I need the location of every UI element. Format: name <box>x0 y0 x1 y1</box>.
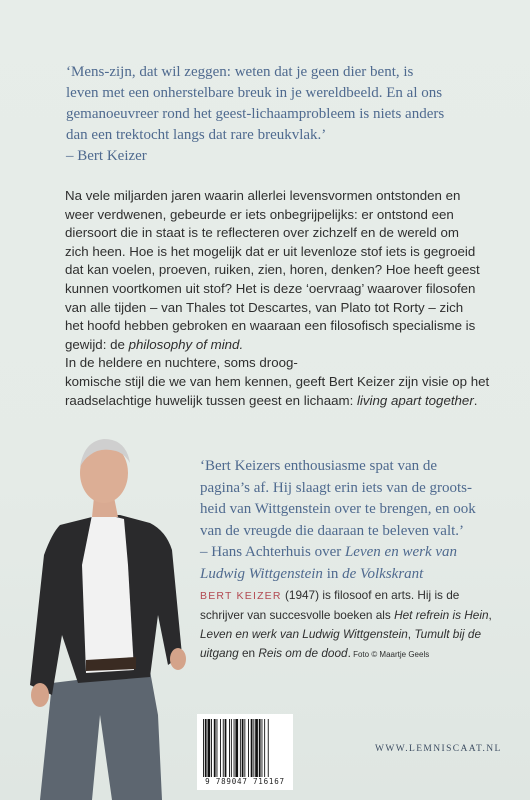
blurb-line: Na vele miljarden jaren waarin allerlei levensvormen ontstonden en <box>65 188 461 203</box>
quote-line: gemanoeuvreer rond het geest-lichaamprobleem is niets anders <box>66 106 445 122</box>
book-title: Reis om de dood <box>258 646 348 660</box>
bio-text: (1947) is filosoof en arts. Hij is de <box>281 588 460 602</box>
quote-line: heid van Wittgenstein over te brengen, en ook <box>200 501 476 517</box>
bio-text: , <box>407 627 415 641</box>
quote-attribution: – Bert Keizer <box>66 148 147 164</box>
bio-text: en <box>238 646 259 660</box>
blurb-text: gewijd: de <box>65 336 129 352</box>
bio-text: . <box>347 646 351 660</box>
attribution-text: in <box>322 565 343 582</box>
isbn-barcode <box>197 714 293 790</box>
quote-line: leven met een onherstelbare breuk in je wereldbeeld. En al ons <box>66 85 443 101</box>
book-title: Leven en werk van Ludwig Wittgenstein <box>200 627 408 641</box>
blurb-line: In de heldere en nuchtere, soms droog- <box>65 355 298 371</box>
blurb-line: het hoofd hebben gebroken en waaraan een filosofisch specialisme is <box>65 318 476 334</box>
book-title: uitgang <box>200 646 239 660</box>
quote-line: dan een trektocht langs dat rare breukvlak.’ <box>66 127 327 143</box>
blurb-line: komische stijl die we van hem kennen, geeft Bert Keizer zijn visie op het <box>65 373 490 389</box>
quote-attribution <box>200 564 520 586</box>
quote-attribution <box>200 542 520 564</box>
bio-text: schrijver van succesvolle boeken als <box>200 608 395 622</box>
bio-line <box>200 586 520 606</box>
blurb-line: van alle tijden – van Thales tot Descartes, van Plato tot Rorty – zich <box>65 299 464 315</box>
bio-line <box>200 644 520 664</box>
author-bio <box>200 586 520 664</box>
blurb-line <box>65 392 490 411</box>
blurb-italic: living apart together <box>356 392 474 408</box>
quote-line: ‘Bert Keizers enthousiasme spat van de <box>200 458 438 474</box>
pull-quote-bottom <box>200 456 520 585</box>
attribution-book-title: Ludwig Wittgenstein <box>200 565 323 582</box>
barcode-icon <box>202 719 288 777</box>
book-title: Tumult bij de <box>414 627 482 641</box>
attribution-text: – Hans Achterhuis over <box>200 544 345 560</box>
quote-line: van de vreugde die daaraan te beleven valt.’ <box>200 522 465 539</box>
book-title: Het refrein is Hein <box>394 608 489 622</box>
blurb-paragraph <box>65 187 490 410</box>
blurb-line: weer verdwenen, gebeurde er iets onbegrijpelijks: er ontstond een <box>65 206 454 222</box>
bio-text: , <box>488 608 492 622</box>
isbn-number: 9 789047 716167 <box>205 777 285 786</box>
blurb-line: dat kan voelen, proeven, ruiken, zien, horen, denken? Hoe heeft geest <box>65 262 480 278</box>
author-photo <box>0 415 200 800</box>
attribution-newspaper: de Volkskrant <box>342 565 424 582</box>
blurb-text: raadselachtige huwelijk tussen geest en lichaam: <box>65 392 357 408</box>
blurb-line: kunnen voortkomen uit stof? Het is deze ‘oervraag’ waarover filosofen <box>65 280 476 296</box>
quote-line: ‘Mens-zijn, dat wil zeggen: weten dat je geen dier bent, is <box>66 64 414 80</box>
blurb-line <box>65 336 490 355</box>
publisher-website: WWW.LEMNISCAAT.NL <box>375 744 502 754</box>
pull-quote-top <box>66 62 486 167</box>
blurb-text: . <box>473 392 478 408</box>
quote-line: pagina’s af. Hij slaagt erin iets van de groots- <box>200 479 473 496</box>
attribution-book-title: Leven en werk van <box>344 544 458 560</box>
blurb-line: zich heen. Hoe is het mogelijk dat er uit levenloze stof iets is gegroeid <box>65 243 476 259</box>
author-name: BERT KEIZER <box>200 590 282 602</box>
bio-line <box>200 625 520 644</box>
blurb-italic: philosophy of mind. <box>128 336 244 352</box>
bio-line <box>200 606 520 625</box>
blurb-line: diersoort die in staat is te reflecteren over zichzelf en de wereld om <box>65 225 459 241</box>
photo-credit: Foto © Maartje Geels <box>350 650 430 659</box>
